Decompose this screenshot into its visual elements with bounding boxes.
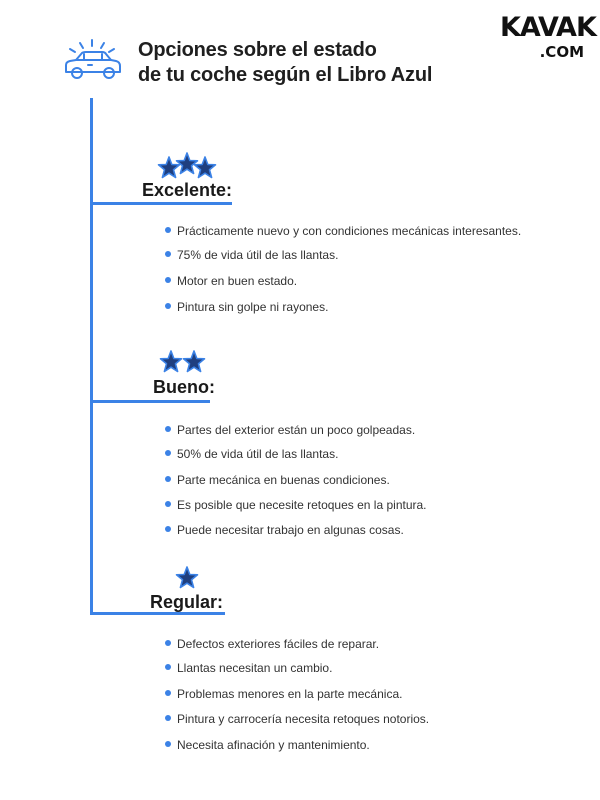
one-star-icon: [172, 562, 202, 592]
title-line-2: de tu coche según el Libro Azul: [138, 64, 433, 86]
page-title: [138, 38, 432, 88]
list-item: Es posible que necesite retoques en la pintura.: [165, 497, 427, 513]
bullet-dot: [165, 251, 171, 257]
section-title-regular: Regular:: [150, 592, 224, 612]
list-item: Problemas menores en la parte mecánica.: [165, 686, 402, 702]
bullet-dot: [165, 741, 171, 747]
list-item: Llantas necesitan un cambio.: [165, 660, 332, 676]
title-line-1: Opciones sobre el estado: [138, 39, 377, 61]
timeline-vertical-line: [90, 98, 93, 614]
bullet-dot: [165, 664, 171, 670]
car-icon: [58, 38, 126, 84]
logo-sub: .COM: [539, 43, 584, 61]
bullet-dot: [165, 526, 171, 532]
two-stars-icon: [158, 346, 208, 376]
bullet-dot: [165, 227, 171, 233]
section-connector-regular: [90, 612, 225, 615]
section-title-bueno: Bueno:: [153, 377, 215, 397]
bullet-dot: [165, 450, 171, 456]
kavak-logo: [500, 12, 596, 62]
bullet-dot: [165, 501, 171, 507]
section-connector-bueno: [90, 400, 210, 403]
bullet-dot: [165, 426, 171, 432]
list-item: Pintura y carrocería necesita retoques notorios.: [165, 711, 429, 727]
list-item: Necesita afinación y mantenimiento.: [165, 737, 370, 753]
bullet-dot: [165, 640, 171, 646]
list-item: Partes del exterior están un poco golpeadas.: [165, 422, 415, 438]
three-stars-icon: [156, 150, 218, 180]
bullet-dot: [165, 277, 171, 283]
list-item: 50% de vida útil de las llantas.: [165, 446, 338, 462]
logo-main: KAVAK: [500, 12, 596, 43]
list-item: 75% de vida útil de las llantas.: [165, 247, 338, 263]
bullet-dot: [165, 690, 171, 696]
bullet-dot: [165, 303, 171, 309]
list-item: Puede necesitar trabajo en algunas cosas.: [165, 522, 404, 538]
list-item: Parte mecánica en buenas condiciones.: [165, 472, 390, 488]
section-connector-excelente: [90, 202, 232, 205]
section-title-excelente: Excelente:: [142, 180, 233, 200]
bullet-dot: [165, 476, 171, 482]
list-item: Pintura sin golpe ni rayones.: [165, 299, 328, 315]
list-item: Defectos exteriores fáciles de reparar.: [165, 636, 379, 652]
list-item: Prácticamente nuevo y con condiciones mecánicas interesantes.: [165, 223, 521, 239]
list-item: Motor en buen estado.: [165, 273, 297, 289]
bullet-dot: [165, 715, 171, 721]
